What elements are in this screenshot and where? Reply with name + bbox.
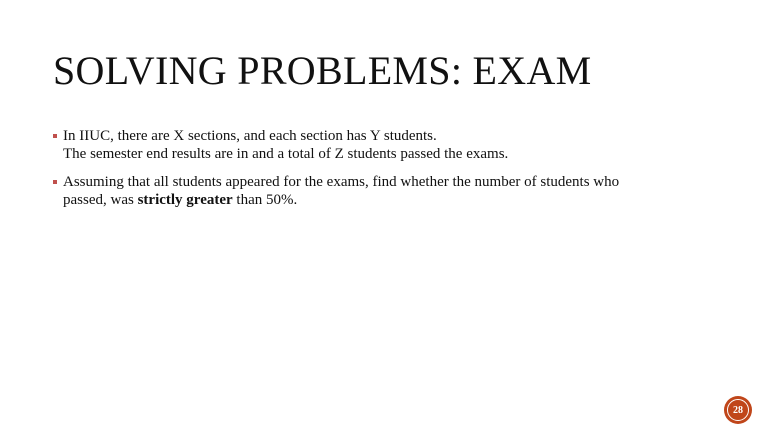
square-bullet-icon	[53, 180, 57, 184]
bullet-text-line	[63, 191, 733, 209]
emphasis-text: strictly greater	[137, 192, 233, 208]
page-number-badge	[724, 396, 752, 424]
bullet-item	[53, 127, 733, 163]
bullet-text-line: The semester end results are in and a total of Z students passed the exams.	[63, 146, 509, 162]
bullet-text-line: Assuming that all students appeared for the exams, find whether the number of students who	[63, 174, 620, 190]
bullet-list	[53, 127, 733, 219]
bullet-text-segment: than 50%.	[232, 192, 298, 208]
slide-title: SOLVING PROBLEMS: EXAM	[53, 48, 592, 93]
bullet-item	[53, 173, 733, 209]
page-number: 28	[727, 399, 749, 421]
square-bullet-icon	[53, 134, 57, 138]
bullet-text-line: In IIUC, there are X sections, and each section has Y students.	[63, 128, 437, 144]
bullet-text-segment: passed, was	[63, 192, 138, 208]
